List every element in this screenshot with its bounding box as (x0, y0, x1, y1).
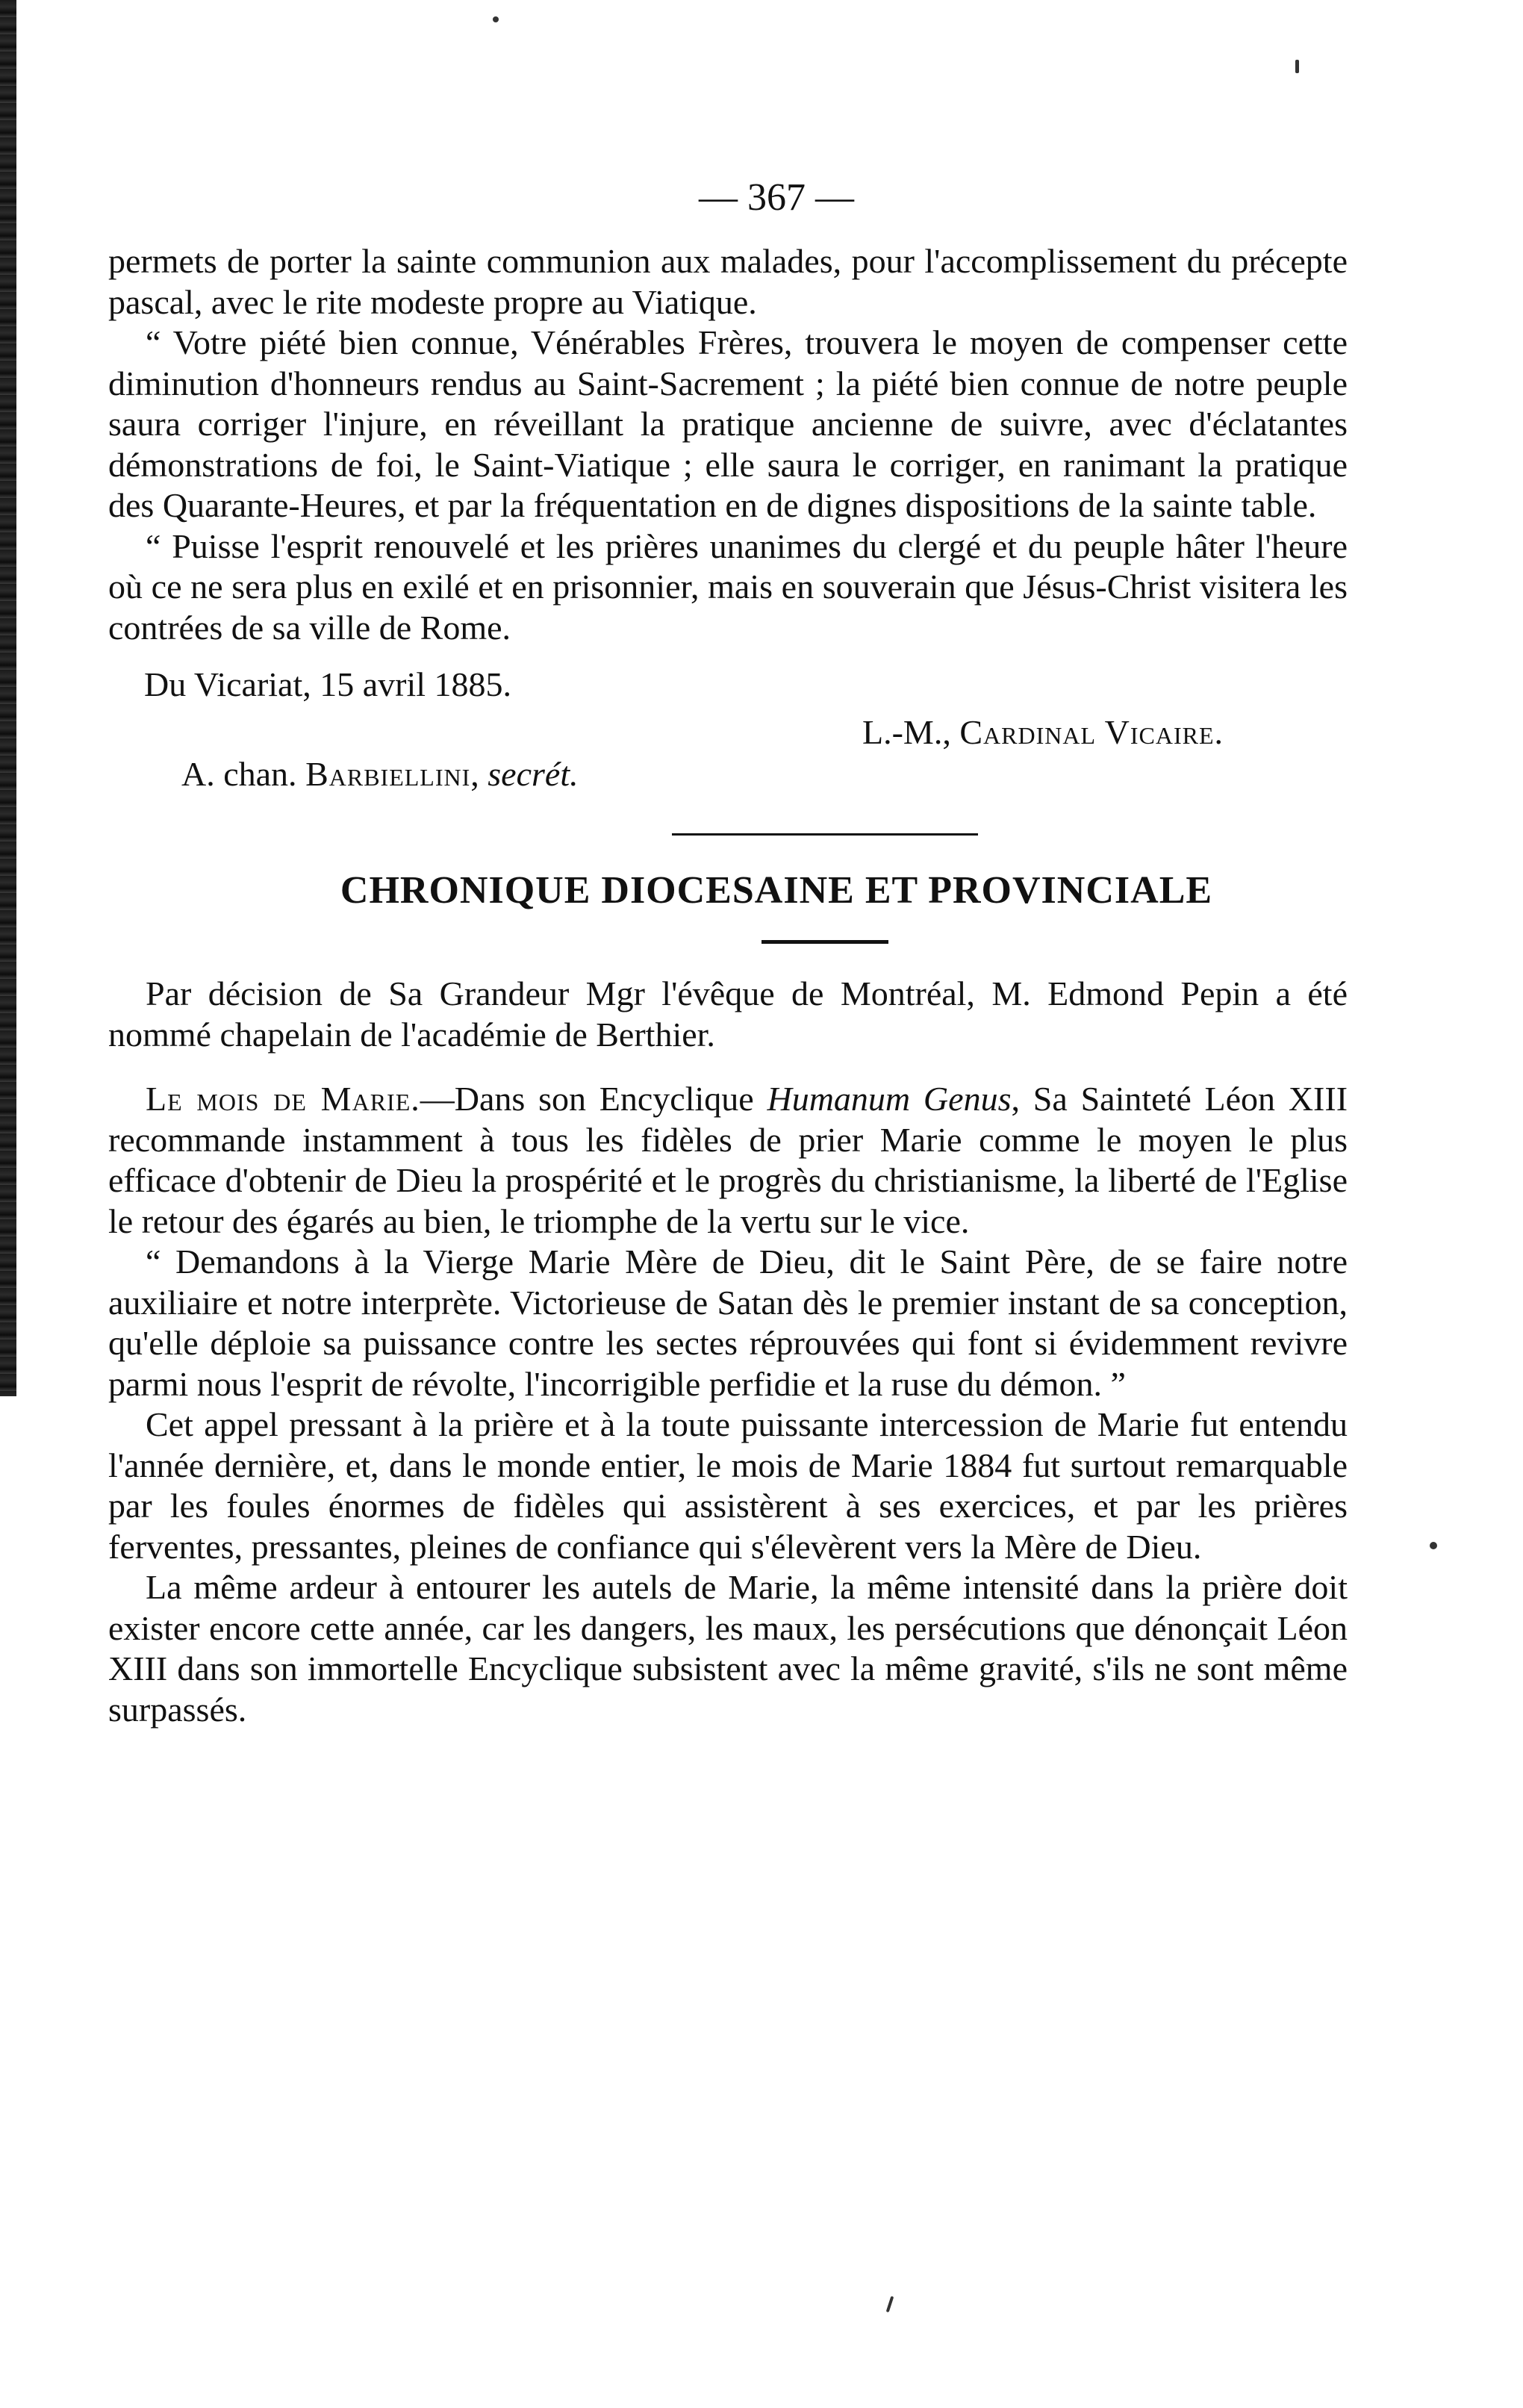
section-divider (672, 833, 978, 836)
title-underline (762, 940, 888, 944)
encyclical-title: Humanum Genus (767, 1080, 1012, 1118)
section-title: CHRONIQUE DIOCESAINE ET PROVINCIALE (340, 869, 1213, 912)
mois-rest: , Sa Sainteté Léon XIII recommande instamment à tous les fidèles de prier Marie comme le moyen le plus efficace d'obtenir de Dieu la prospérité et le progrès du christianisme, la liberté de l'Eglise le retour des égarés au bien, le triomphe de la vertu sur le vice. (108, 1080, 1348, 1240)
secretary-role: secrét. (488, 755, 579, 793)
paragraph-quote-demandons: “ Demandons à la Vierge Marie Mère de Dieu, dit le Saint Père, de se faire notre auxiliaire et notre interprète. Victorieuse de Satan dès le premier instant de sa conception, qu'elle déploie sa puissance contre les sectes réprouvées qui font si évidemment revivre parmi nous l'esprit de révolte, l'incorrigible perfidie et la ruse du démon. ” (108, 1242, 1348, 1403)
signature-secretary (181, 754, 579, 794)
page-number: — 367 — (699, 176, 854, 219)
cardinal-title: Cardinal Vicaire. (959, 713, 1224, 751)
signature-block (108, 665, 1348, 806)
cardinal-initials: L.-M., (862, 713, 960, 751)
paragraph-appel: Cet appel pressant à la prière et à la toute puissante intercession de Marie fut entendu l'année dernière, et, dans le monde entier, le mois de Marie 1884 fut surtout remarquable par les foules énormes de fidèles qui assistèrent à ses exercices, et par les prières ferventes, pressantes, pleines de confiance qui s'élevèrent vers la Mère de Dieu. (108, 1405, 1348, 1566)
mois-intro: —Dans son Encyclique (420, 1080, 767, 1118)
scan-edge-shadow (0, 0, 16, 1396)
paragraph-notice: Par décision de Sa Grandeur Mgr l'évêque de Montréal, M. Edmond Pepin a été nommé chapelain de l'académie de Berthier. (108, 974, 1348, 1054)
secretary-prefix: A. chan. (181, 755, 306, 793)
paragraph-mois-de-marie (108, 1079, 1348, 1242)
paragraph-ardeur: La même ardeur à entourer les autels de Marie, la même intensité dans la prière doit exister encore cette année, car les dangers, les maux, les persécutions que dénonçait Léon XIII dans son immortelle Encyclique subsistent avec la même gravité, s'ils ne sont même surpassés. (108, 1568, 1348, 1729)
secretary-name: Barbiellini (305, 755, 471, 793)
scan-speck (1295, 60, 1299, 73)
document-page (108, 175, 1348, 1730)
secretary-sep: , (470, 755, 488, 793)
mois-heading: Le mois de Marie. (146, 1080, 420, 1118)
scan-speck (493, 16, 499, 22)
paragraph-quote-piete: “ Votre piété bien connue, Vénérables Frères, trouvera le moyen de compenser cette diminution d'honneurs rendus au Saint-Sacrement ; la piété bien connue de notre peuple saura corriger l'injure, en réveillant la pratique ancienne de suivre, avec d'éclatantes démonstrations de foi, le Saint-Viatique ; elle saura le corriger, en ranimant la pratique des Quarante-Heures, et par la fréquentation en de dignes dispositions de la sainte table. (108, 323, 1348, 524)
scan-speck (1430, 1542, 1437, 1549)
signature-cardinal (862, 712, 1224, 753)
scan-speck (886, 2296, 894, 2312)
signature-date: Du Vicariat, 15 avril 1885. (144, 665, 512, 703)
paragraph-continuation: permets de porter la sainte communion aux malades, pour l'accomplissement du précepte pascal, avec le rite modeste propre au Viatique. (108, 242, 1348, 321)
paragraph-quote-esprit: “ Puisse l'esprit renouvelé et les prières unanimes du clergé et du peuple hâter l'heure où ce ne sera plus en exilé et en prisonnier, mais en souverain que Jésus-Christ visitera les contrées de sa ville de Rome. (108, 526, 1348, 647)
